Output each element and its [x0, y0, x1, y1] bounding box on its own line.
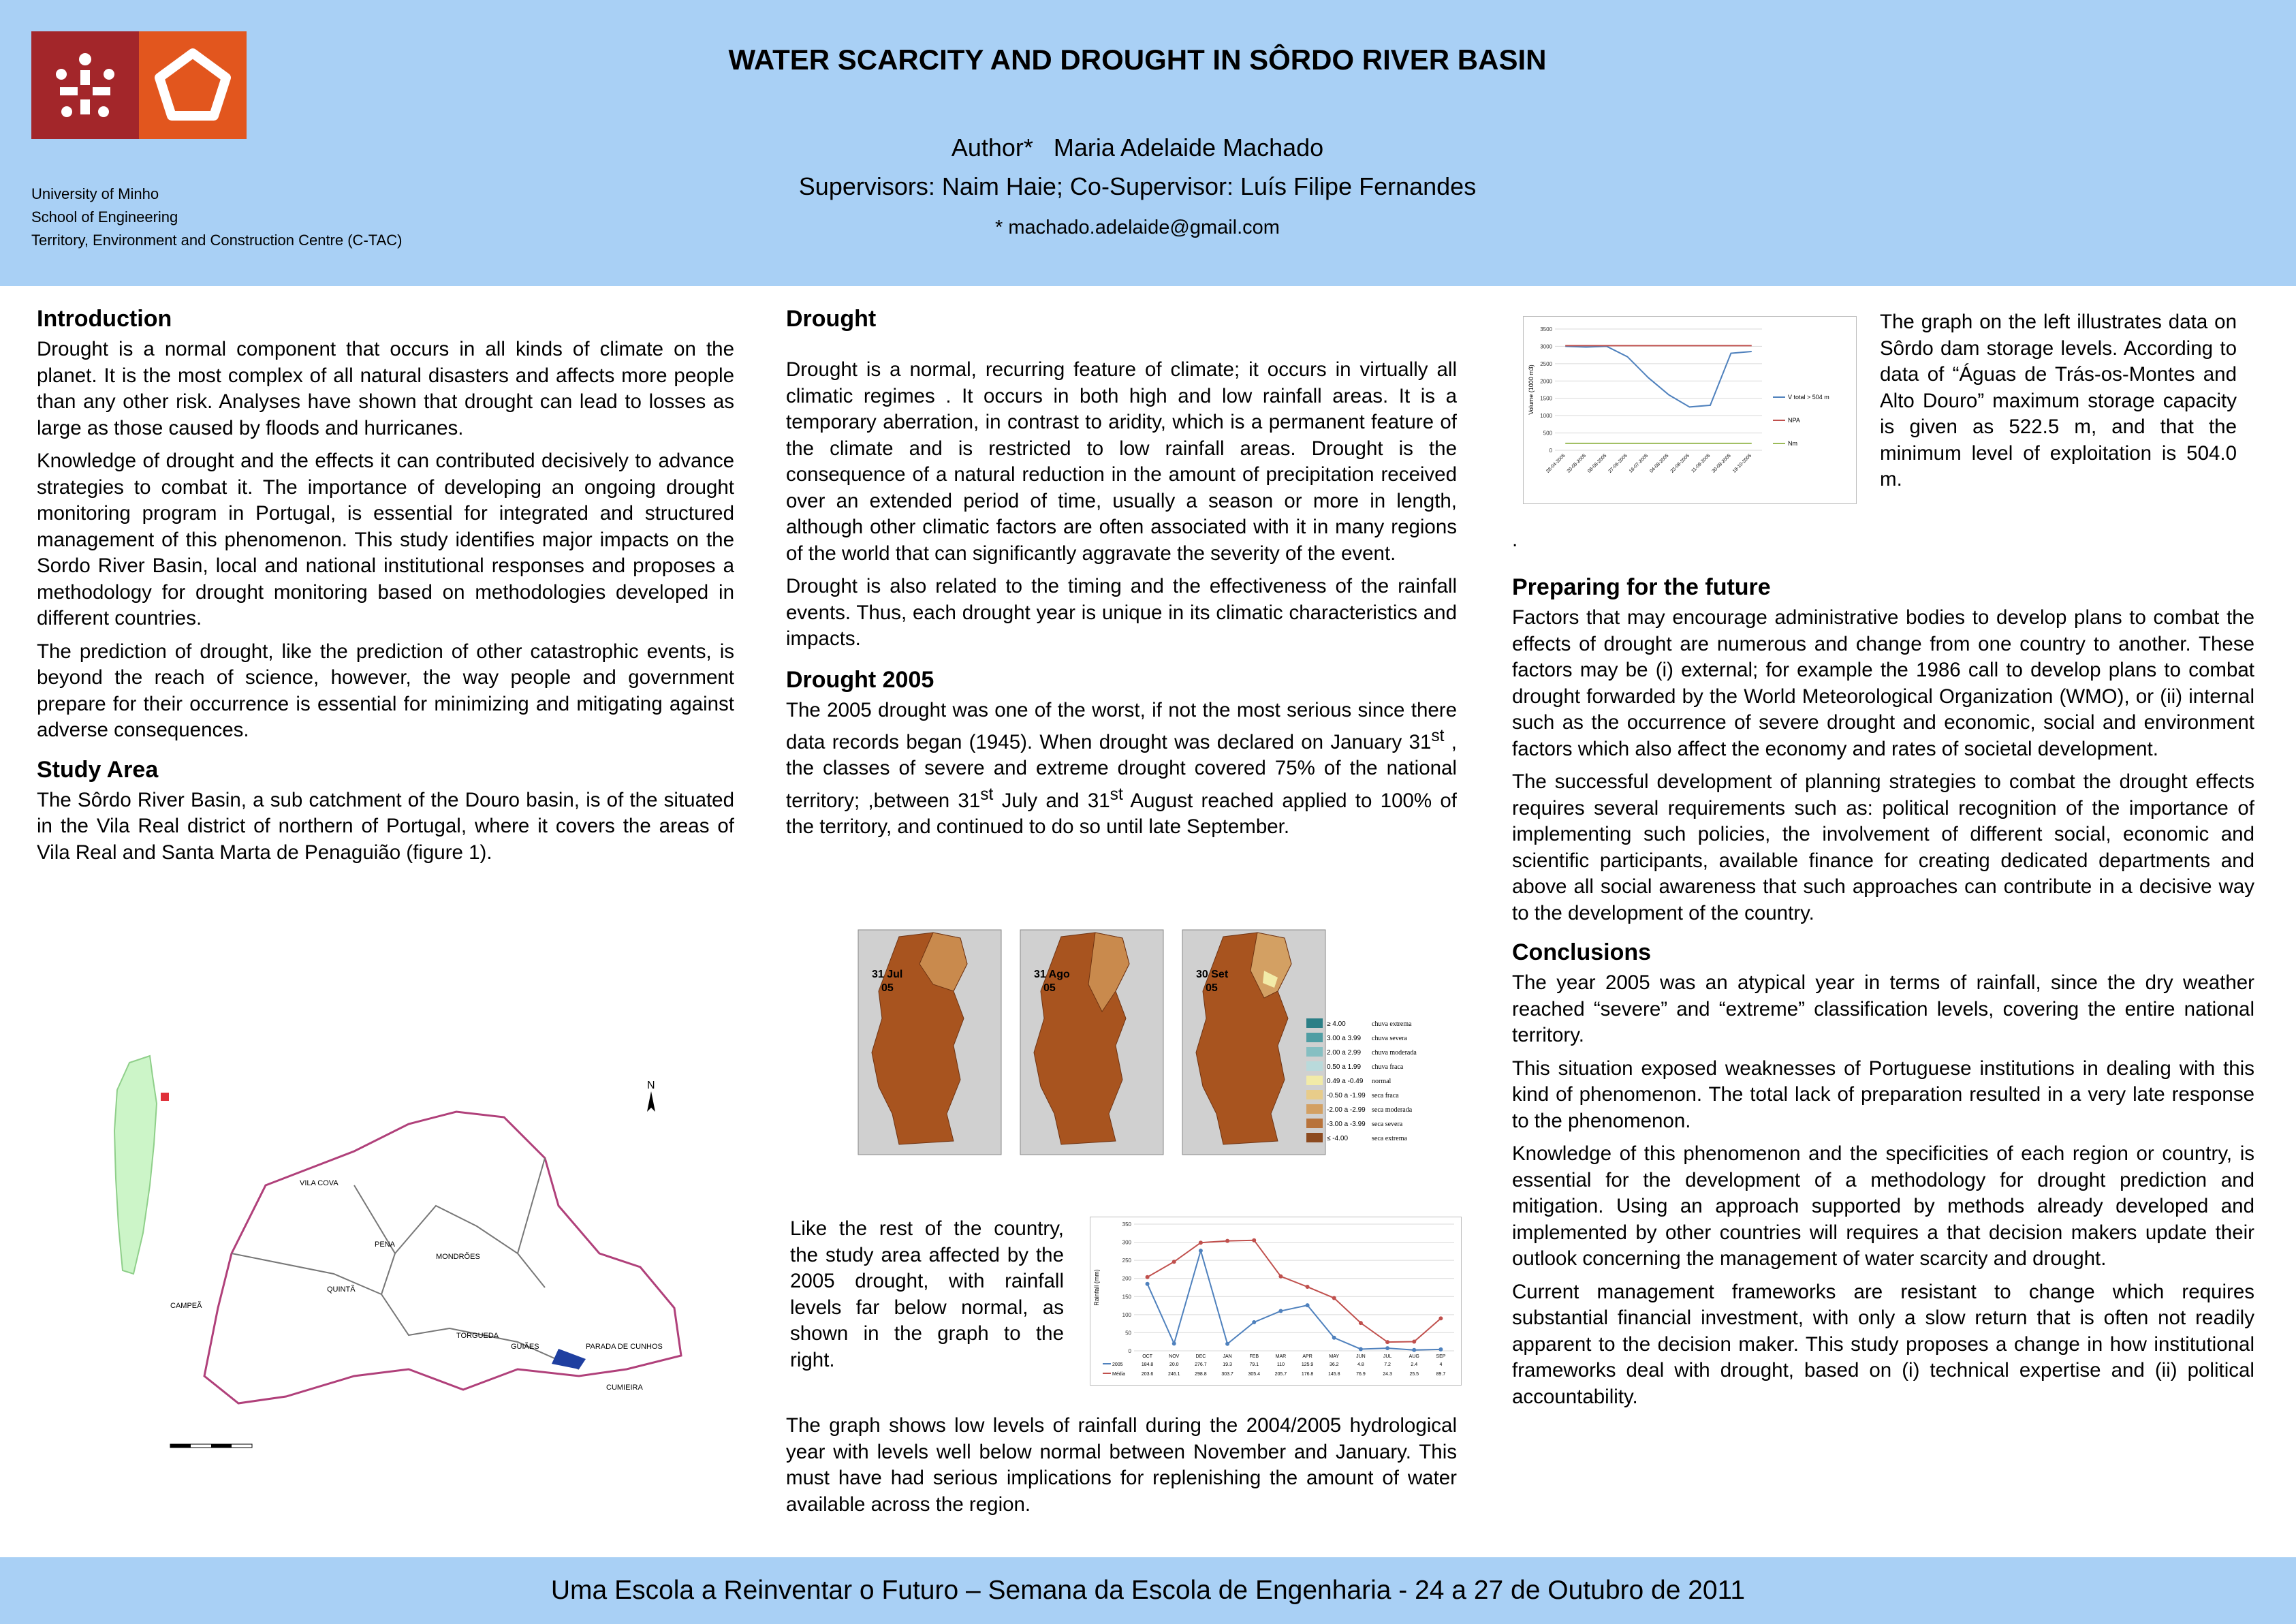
table-cell: 276.7	[1195, 1362, 1207, 1367]
y-tick-label: 100	[1122, 1311, 1131, 1318]
x-tick-label: 20-05-2005	[1566, 453, 1588, 474]
legend-swatch	[1306, 1133, 1323, 1142]
table-cell: 110	[1276, 1362, 1285, 1367]
table-cell: 24.3	[1383, 1372, 1392, 1377]
y-tick-label: 2000	[1540, 378, 1552, 385]
y-tick-label: 200	[1122, 1275, 1131, 1282]
legend-swatch	[1306, 1047, 1323, 1057]
map-label: CUMIEIRA	[606, 1384, 643, 1392]
north-arrow-icon	[647, 1091, 655, 1112]
prep-paragraph-1: Factors that may encourage administrative bodies to develop plans to combat the effects of drought are numerous and change from one country to another. These factors may be (i) external; for example the 1986 call to develop plans to combat drought forwarded by the World Meteorological Organization (WMO), or (ii) internal such as the occurrence of severe drought and economic, social and environment factors which also affect the economy and rates of societal development.	[1512, 606, 2254, 760]
data-point	[1412, 1348, 1416, 1352]
conclusions-paragraph-4: Current management frameworks are resistant to change which requires substantial financial investment, with only a slow return that is often not readily apparent to the decision maker. This study proposes a change in how institutional frameworks deal with drought, based on (i) technical expertise and (ii) political accountability.	[1512, 1280, 2254, 1408]
table-series-name: Média	[1112, 1372, 1126, 1377]
y-tick-label: 500	[1543, 430, 1552, 437]
table-cell: 176.8	[1301, 1372, 1314, 1377]
series-line	[1148, 1240, 1441, 1342]
rainfall-chart	[1090, 1217, 1462, 1386]
conclusions-heading: Conclusions	[1512, 939, 1652, 965]
intro-heading: Introduction	[37, 306, 172, 332]
x-tick-label: 16-07-2005	[1628, 453, 1650, 474]
y-tick-label: 3000	[1540, 343, 1552, 350]
map-label: PARADA DE CUNHOS	[586, 1343, 663, 1351]
institution-line-3: Territory, Environment and Construction Centre (C-TAC)	[31, 232, 403, 249]
drought-paragraph-2: Drought is also related to the timing and the effectiveness of the rainfall events. Thus, each drought year is unique in its climatic characteristics and impacts.	[786, 575, 1457, 650]
table-cell: 20.0	[1169, 1362, 1179, 1367]
study-area-heading: Study Area	[37, 756, 159, 783]
data-point	[1225, 1342, 1229, 1346]
x-tick-label: 23-08-2005	[1669, 453, 1691, 474]
legend-name: seca moderada	[1372, 1106, 1413, 1114]
dam-graph-text: The graph on the left illustrates data on Sôrdo dam storage levels. According to data of “Águas de Trás-os-Montes and Alto Douro” maximum storage capacity is given as 522.5 m, and that the minimum level of exploitation is 504.0 m.	[1880, 311, 2237, 490]
legend-swatch	[1306, 1018, 1323, 1028]
map-year-label: 05	[881, 982, 894, 994]
data-point	[1252, 1320, 1256, 1324]
table-cell: 4.8	[1357, 1362, 1364, 1367]
x-tick-label: FEB	[1249, 1354, 1259, 1359]
y-tick-label: 0	[1549, 448, 1552, 454]
x-tick-label: 19-10-2005	[1731, 453, 1753, 474]
engineering-logo	[139, 31, 247, 139]
rainfall-graph-text: The graph shows low levels of rainfall during the 2004/2005 hydrological year with levels well below normal between November and January. This must have had serious implications for replenishing the amount of water available across the region.	[786, 1414, 1457, 1516]
institution-line-1: University of Minho	[31, 185, 159, 202]
legend-range: -2.00 a -2.99	[1327, 1106, 1366, 1114]
study-area-map	[109, 1049, 722, 1471]
map-label: MONDRÕES	[436, 1253, 480, 1261]
drought-section	[786, 305, 1457, 847]
data-point	[1199, 1240, 1203, 1245]
x-tick-label: JAN	[1223, 1354, 1232, 1359]
legend-name: seca severa	[1372, 1121, 1403, 1128]
legend-name: normal	[1372, 1078, 1391, 1085]
data-point	[1385, 1340, 1389, 1344]
table-cell: 184.8	[1141, 1362, 1154, 1367]
x-tick-label: 27-06-2005	[1607, 453, 1629, 474]
legend-label: Nm	[1788, 440, 1797, 447]
table-cell: 298.8	[1195, 1372, 1207, 1377]
table-cell: 205.7	[1274, 1372, 1287, 1377]
data-point	[1412, 1339, 1416, 1343]
map-label: VILA COVA	[300, 1179, 339, 1187]
x-tick-label: 11-09-2005	[1690, 453, 1712, 474]
data-point	[1278, 1309, 1283, 1313]
table-cell: 125.9	[1301, 1362, 1314, 1367]
x-tick-label: 28-04-2005	[1545, 453, 1567, 474]
legend-range: 0.49 a -0.49	[1327, 1078, 1364, 1085]
institution-line-2: School of Engineering	[31, 208, 178, 225]
footer-band	[0, 1557, 2296, 1624]
intro-section	[37, 305, 734, 873]
data-point	[1252, 1238, 1256, 1243]
map-date-label: 30 Set	[1196, 969, 1229, 980]
data-point	[1146, 1275, 1150, 1279]
x-tick-label: 08-06-2005	[1587, 453, 1608, 474]
legend-range: 3.00 a 3.99	[1327, 1035, 1362, 1042]
legend-range: -0.50 a -1.99	[1327, 1092, 1366, 1099]
x-tick-label: JUN	[1356, 1354, 1366, 1359]
x-tick-label: DEC	[1195, 1354, 1206, 1359]
study-area-paragraph: The Sôrdo River Basin, a sub catchment of the Douro basin, is of the situated in the Vila Real district of northern of Portugal, where it covers the areas of Vila Real and Santa Marta de Penaguião (figure 1).	[37, 788, 734, 864]
drought-paragraph-1: Drought is a normal, recurring feature of climate; it occurs in virtually all climatic regimes . It occurs in both high and low rainfall areas. It is a temporary aberration, in contrast to aridity, which is a permanent feature of the climate and is restricted to low rainfall areas. Drought is the consequence of a natural reduction in the amount of precipitation received over an extended period of time, usually a season or more in length, although other climatic factors are often associated with it in many regions of the world that can significantly aggravate the severity of the event.	[786, 358, 1457, 565]
data-point	[1359, 1347, 1363, 1351]
north-label: N	[647, 1080, 655, 1091]
table-cell: 25.5	[1409, 1372, 1419, 1377]
data-point	[1172, 1341, 1176, 1345]
x-tick-label: OCT	[1142, 1354, 1152, 1359]
author-line	[477, 134, 1798, 162]
intro-paragraph-3: The prediction of drought, like the prediction of other catastrophic events, is beyond the reach of science, however, the way people and government prepare for their occurrence is essential for minimizing and mitigating against adverse consequences.	[37, 640, 734, 741]
map-label: TORGUEDA	[456, 1332, 499, 1340]
y-tick-label: 350	[1122, 1221, 1131, 1228]
y-axis-label: Rainfall (mm)	[1093, 1269, 1100, 1306]
table-cell: 2.4	[1411, 1362, 1418, 1367]
author-name: Maria Adelaide Machado	[1053, 134, 1324, 161]
drought-2005-paragraph: The 2005 drought was one of the worst, if not the most serious since there data records began (1945). When drought was declared on January 31st , the classes of severe and extreme drought covered 75% of the national territory; ,between 31st July and 31st August reached applied to 100% of the territory, and continued to do so until late September.	[786, 698, 1457, 839]
data-point	[1332, 1336, 1336, 1340]
legend-swatch	[1306, 1033, 1323, 1042]
series-line	[1148, 1251, 1441, 1350]
y-tick-label: 1500	[1540, 395, 1552, 402]
conclusions-paragraph-3: Knowledge of this phenomenon and the specificities of each region or country, is essential for the development of a methodology for drought prediction and mitigation. Using an approach supported by methods already developed and implemented by other countries will requires a that decision makers update their outlook concerning the management of water scarcity and drought.	[1512, 1142, 2254, 1270]
right-text-section	[1512, 574, 2254, 1417]
poster-title: WATER SCARCITY AND DROUGHT IN SÔRDO RIVER BASIN	[728, 44, 1547, 76]
x-tick-label: 04-08-2005	[1649, 453, 1670, 474]
legend-name: chuva moderada	[1372, 1049, 1417, 1057]
y-tick-label: 1000	[1540, 413, 1552, 420]
data-point	[1359, 1321, 1363, 1325]
table-cell: 7.2	[1384, 1362, 1391, 1367]
legend-name: chuva extrema	[1372, 1020, 1412, 1028]
legend-range: 0.50 a 1.99	[1327, 1063, 1362, 1071]
legend-name: chuva severa	[1372, 1035, 1407, 1042]
drought-maps-figure	[851, 923, 1417, 1165]
y-tick-label: 2500	[1540, 360, 1552, 367]
map-year-label: 05	[1043, 982, 1056, 994]
dam-storage-chart	[1523, 316, 1857, 504]
legend-range: ≥ 4.00	[1327, 1020, 1346, 1028]
x-tick-label: MAY	[1329, 1354, 1340, 1359]
data-point	[1385, 1346, 1389, 1350]
table-cell: 79.1	[1249, 1362, 1259, 1367]
table-cell: 4	[1439, 1362, 1443, 1367]
legend-range: 2.00 a 2.99	[1327, 1049, 1362, 1057]
x-tick-label: 30-09-2005	[1711, 453, 1732, 474]
footer-text: Uma Escola a Reinventar o Futuro – Semana da Escola de Engenharia - 24 a 27 de Outubro de 2011	[550, 1576, 1746, 1605]
series-line	[1565, 346, 1752, 407]
data-point	[1332, 1296, 1336, 1300]
table-cell: 36.2	[1329, 1362, 1339, 1367]
stray-dot: .	[1512, 529, 1518, 551]
intro-paragraph-2: Knowledge of drought and the effects it can contributed decisively to advance strategies to combat it. The importance of developing an ongoing drought monitoring program in Portugal, is essential for integrated and structured management of this phenomenon. This study identifies major impacts on the Sordo River Basin, local and national institutional responses and proposes a methodology for drought monitoring based on methodologies developed in different countries.	[37, 450, 734, 629]
x-tick-label: APR	[1302, 1354, 1312, 1359]
prep-heading: Preparing for the future	[1512, 574, 1771, 600]
data-point	[1146, 1282, 1150, 1286]
legend-label: V total > 504 m	[1788, 394, 1829, 401]
legend-swatch	[1306, 1104, 1323, 1114]
y-tick-label: 150	[1122, 1294, 1131, 1300]
data-point	[1278, 1275, 1283, 1279]
x-tick-label: JUL	[1383, 1354, 1392, 1359]
x-tick-label: AUG	[1409, 1354, 1419, 1359]
table-cell: 303.7	[1221, 1372, 1233, 1377]
map-label: CAMPEÃ	[170, 1302, 202, 1310]
drought-heading: Drought	[786, 306, 877, 332]
author-email: * machado.adelaide@gmail.com	[995, 217, 1280, 238]
legend-range: -3.00 a -3.99	[1327, 1121, 1366, 1128]
map-year-label: 05	[1206, 982, 1218, 994]
table-series-name: 2005	[1112, 1362, 1123, 1367]
map-date-label: 31 Ago	[1034, 969, 1070, 980]
prep-paragraph-2: The successful development of planning strategies to combat the drought effects requires several requirements such as: political recognition of the importance of implementing such policies, the involvement of different social, economic and scientific participants, available finance for creating dedicated departments and above all social awareness that such approaches can contribute in a decisive way to the development of the country.	[1512, 770, 2254, 924]
intro-paragraph-1: Drought is a normal component that occurs in all kinds of climate on the planet. It is the most complex of all natural disasters and affects more people than any other risk. Analyses have shown that drought can lead to losses as large as those caused by floods and hurricanes.	[37, 338, 734, 439]
y-tick-label: 300	[1122, 1239, 1131, 1246]
supervisors-line: Supervisors: Naim Haie; Co-Supervisor: Luís Filipe Fernandes	[798, 172, 1477, 200]
data-point	[1199, 1249, 1203, 1253]
legend-swatch	[1306, 1076, 1323, 1085]
data-point	[1225, 1239, 1229, 1243]
map-label: GUIÃES	[511, 1343, 539, 1351]
table-cell: 305.4	[1248, 1372, 1261, 1377]
y-tick-label: 50	[1125, 1330, 1131, 1337]
map-date-label: 31 Jul	[872, 969, 903, 980]
table-cell: 76.9	[1356, 1372, 1366, 1377]
header-band	[0, 0, 2296, 286]
conclusions-paragraph-1: The year 2005 was an atypical year in terms of rainfall, since the dry weather reached “severe” and “extreme” classification levels, covering the entire national territory.	[1512, 971, 2254, 1046]
table-cell: 89.7	[1436, 1372, 1446, 1377]
x-tick-label: NOV	[1169, 1354, 1180, 1359]
data-point	[1438, 1347, 1443, 1352]
y-tick-label: 0	[1128, 1348, 1131, 1354]
legend-name: seca extrema	[1372, 1135, 1407, 1142]
y-tick-label: 250	[1122, 1258, 1131, 1264]
data-point	[1438, 1316, 1443, 1320]
y-axis-label: Volume (1000 m3)	[1528, 364, 1535, 415]
university-logo	[31, 31, 139, 139]
map-label: PENA	[375, 1240, 395, 1249]
table-cell: 246.1	[1167, 1372, 1180, 1377]
conclusions-paragraph-2: This situation exposed weaknesses of Portuguese institutions in dealing with this kind of phenomenon. The total lack of preparation resulted in a very late response to the phenomenon.	[1512, 1057, 2254, 1132]
legend-name: seca fraca	[1372, 1092, 1399, 1099]
author-label: Author*	[951, 134, 1033, 161]
legend-swatch	[1306, 1090, 1323, 1099]
legend-label: NPA	[1788, 417, 1800, 424]
data-point	[1172, 1260, 1176, 1264]
legend-swatch	[1306, 1061, 1323, 1071]
table-cell: 203.6	[1141, 1372, 1154, 1377]
x-tick-label: MAR	[1275, 1354, 1287, 1359]
table-cell: 19.3	[1223, 1362, 1232, 1367]
legend-range: ≤ -4.00	[1327, 1135, 1349, 1142]
table-cell: 145.8	[1327, 1372, 1340, 1377]
map-label: QUINTÃ	[327, 1285, 356, 1294]
drought-2005-heading: Drought 2005	[786, 666, 934, 693]
legend-name: chuva fraca	[1372, 1063, 1404, 1071]
data-point	[1306, 1285, 1310, 1289]
legend-swatch	[1306, 1119, 1323, 1128]
x-tick-label: SEP	[1436, 1354, 1446, 1359]
data-point	[1306, 1303, 1310, 1307]
y-tick-label: 3500	[1540, 326, 1552, 332]
drought-2005-side-text: Like the rest of the country, the study area affected by the 2005 drought, with rainfall levels far below normal, as shown in the graph to the right.	[790, 1217, 1064, 1371]
